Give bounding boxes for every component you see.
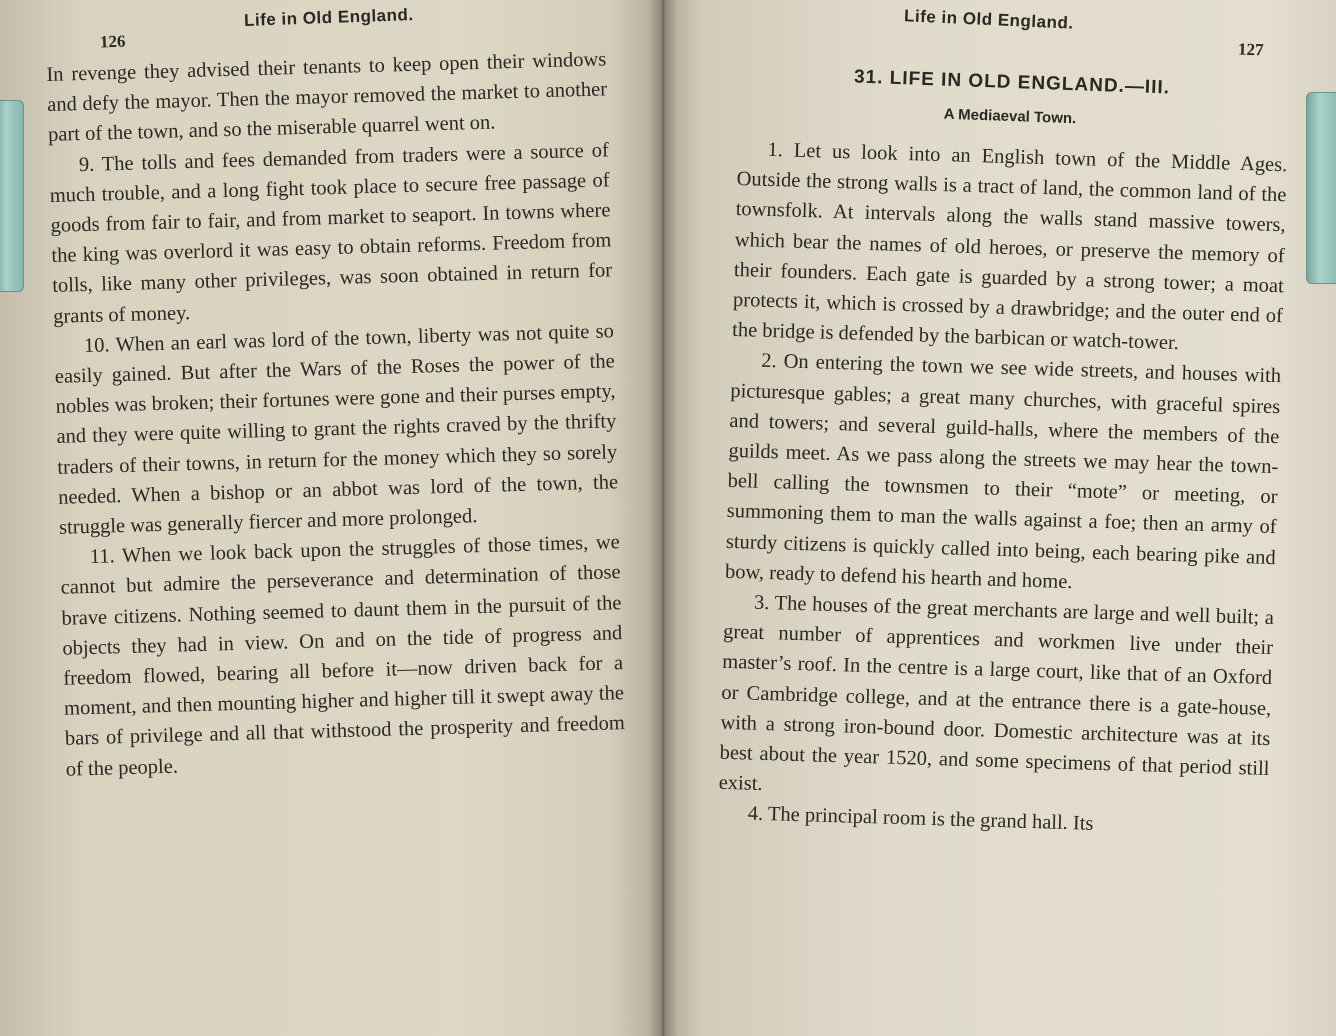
right-page-body	[717, 134, 1287, 845]
right-paragraph-2: 2. On entering the town we see wide streets, and houses with picturesque gables; a great many churches, with graceful spires and towers; and several guild-halls, where the members of the guilds meet. As we pass along the streets we may hear the town-bell calling the townsmen to their “mote” or meeting, or summoning them to man the walls against a foe; then an army of sturdy citizens is quickly called into being, each bearing pike and bow, ready to defend his hearth and home.	[724, 350, 1282, 593]
chapter-subtitle: A Mediaeval Town.	[943, 105, 1077, 128]
right-paragraph-4: 4. The principal room is the grand hall. Its	[747, 803, 1094, 836]
left-page-number: 126	[99, 31, 126, 52]
left-paragraph-9: 9. The tolls and fees demanded from traders were a source of much trouble, and a long fight took place to secure free passage of goods from fair to fair, and from market to seaport. In towns where the king was overlord it was easy to obtain reforms. Freedom from tolls, like many other privileges, was soon obtained in return for grants of money.	[49, 138, 613, 328]
page-tab-marker-left	[0, 100, 24, 292]
right-running-head: Life in Old England.	[903, 6, 1074, 33]
chapter-title: 31. LIFE IN OLD ENGLAND.—III.	[853, 66, 1171, 99]
left-paragraph-10: 10. When an earl was lord of the town, liberty was not quite so easily gained. But after the Wars of the Roses the power of the nobles was broken; their fortunes were gone and their purses empty, and they were quite willing to grant the rights craved by the thrifty traders of their towns, in return for the money which they so sorely needed. When a bishop or an abbot was lord of the town, the struggle was generally fiercer and more prolonged.	[54, 320, 619, 539]
book-gutter	[648, 0, 678, 1036]
left-paragraph-continuation: In revenge they advised their tenants to keep open their windows and defy the mayor. Then the mayor removed the market to another part of the town, and so the miserable quarrel went on.	[46, 48, 608, 147]
left-page	[0, 0, 662, 1036]
right-page-number: 127	[1237, 39, 1264, 60]
right-paragraph-3: 3. The houses of the great merchants are large and well built; a great number of apprentices and workmen live under their master’s roof. In the centre is a large court, like that of an Oxford or Cambridge college, and at the entrance there is a gate-house, with a strong iron-bound door. Domestic architecture was at its best about the year 1520, and some specimens of that period still exist.	[718, 591, 1275, 796]
left-paragraph-11: 11. When we look back upon the struggles of those times, we cannot but admire the perseverance and determination of those brave citizens. Nothing seemed to daunt them in the pursuit of the objects they had in view. On and on the tide of progress and freedom flowed, bearing all before it—now driven back for a moment, and then mounting higher and higher till it swept away the bars of privilege and all that withstood the prosperity and freedom of the people.	[60, 531, 626, 781]
left-page-body	[46, 44, 626, 784]
right-paragraph-1: 1. Let us look into an English town of the Middle Ages. Outside the strong walls is a tract of land, the common land of the townsfolk. At intervals along the walls stand massive towers, which bear the names of old heroes, or preserve the memory of their founders. Each gate is guarded by a strong tower; a moat protects it, which is crossed by a drawbridge; and the outer end of the bridge is defended by the barbican or watch-tower.	[731, 138, 1288, 355]
page-tab-marker-right	[1306, 92, 1336, 284]
left-running-head: Life in Old England.	[243, 5, 414, 30]
